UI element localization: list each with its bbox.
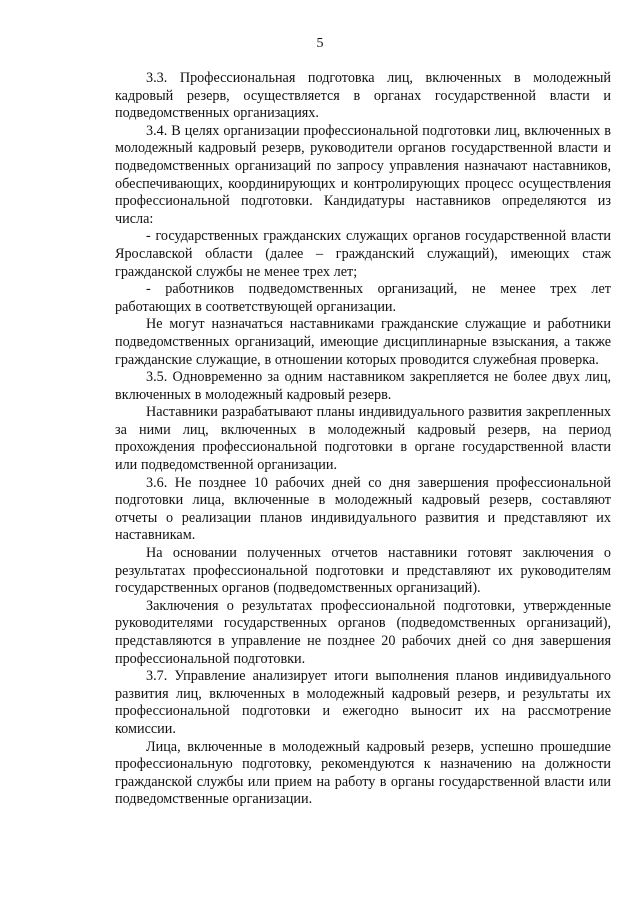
list-item-civil-servants: - государственных гражданских служащих органов государственной власти Ярославской области (далее – гражданский служащий), имеющих стаж гражданской службы не менее трех лет; — [115, 228, 611, 280]
paragraph-3-7: 3.7. Управление анализирует итоги выполнения планов индивидуального развития лиц, включенных в молодежный кадровый резерв, и результаты их профессиональной подготовки и ежегодно выносит их на рассмотрение комиссии. — [115, 668, 611, 737]
paragraph-development-plans: Наставники разрабатывают планы индивидуального развития закрепленных за ними лиц, включенных в молодежный кадровый резерв, на период прохождения профессиональной подготовки в органе государственной власти или подведомственной организации. — [115, 404, 611, 474]
list-item-employees: - работников подведомственных организаций, не менее трех лет работающих в соответствующей организации. — [115, 281, 611, 315]
document-body — [115, 70, 611, 809]
paragraph-3-3: 3.3. Профессиональная подготовка лиц, включенных в молодежный кадровый резерв, осуществляется в органах государственной власти и подведомственных организациях. — [115, 70, 611, 122]
paragraph-conclusions: На основании полученных отчетов наставники готовят заключения о результатах профессиональной подготовки и представляют их руководителям государственных органов (подведомственных организаций). — [115, 545, 611, 597]
paragraph-approved-conclusions: Заключения о результатах профессиональной подготовки, утвержденные руководителями государственных органов (подведомственных организаций), представляются в управление не позднее 20 рабочих дней со дня завершения профессиональной подготовки. — [115, 597, 611, 667]
paragraph-3-4: 3.4. В целях организации профессиональной подготовки лиц, включенных в молодежный кадровый резерв, руководители органов государственной власти и подведомственных организаций по запросу управления назначают наставников, обеспечивающих, координирующих и контролирующих процесс осуществления профессиональной подготовки. Кандидатуры наставников определяются из числа: — [115, 122, 611, 227]
paragraph-3-6: 3.6. Не позднее 10 рабочих дней со дня завершения профессиональной подготовки лица, включенные в молодежный кадровый резерв, составляют отчеты о реализации планов индивидуального развития и представляют их наставникам. — [115, 474, 611, 544]
paragraph-3-5: 3.5. Одновременно за одним наставником закрепляется не более двух лиц, включенных в молодежный кадровый резерв. — [115, 369, 611, 403]
page-number: 5 — [316, 36, 324, 51]
paragraph-recommendations: Лица, включенные в молодежный кадровый резерв, успешно прошедшие профессиональную подготовку, рекомендуются к назначению на должности гражданской службы или прием на работу в органы государственной власти или подведомственные организации. — [115, 738, 611, 808]
paragraph-restrictions: Не могут назначаться наставниками гражданские служащие и работники подведомственных организаций, имеющие дисциплинарные взыскания, а также гражданские служащие, в отношении которых проводится служебная проверка. — [115, 316, 611, 368]
